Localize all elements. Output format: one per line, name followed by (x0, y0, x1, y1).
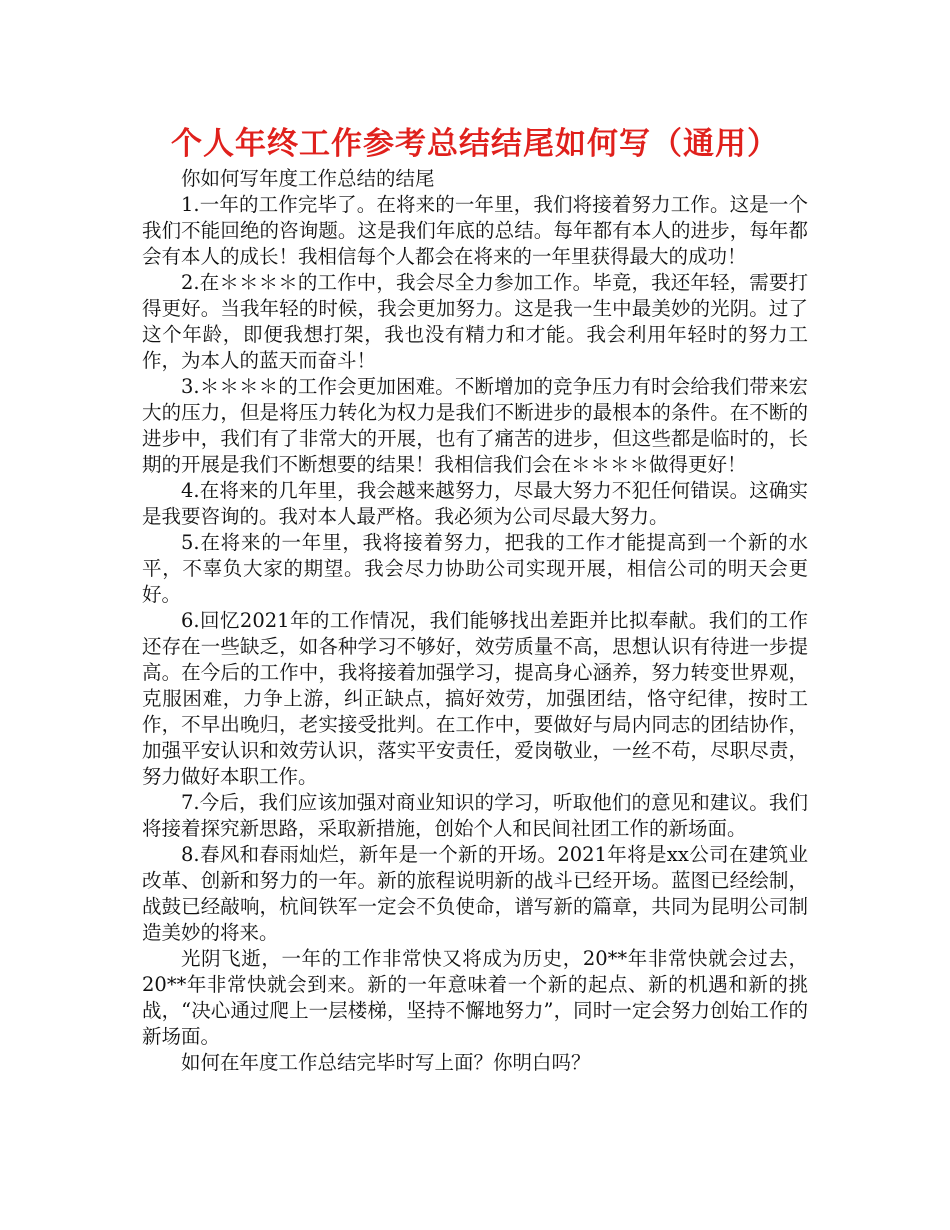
paragraph-closing: 光阴飞逝，一年的工作非常快又将成为历史，20**年非常快就会过去，20**年非常快就会到来。新的一年意味着一个新的起点、新的机遇和新的挑战，“决心通过爬上一层楼梯，坚持不懈地努力”，同时一定会努力创始工作的新场面。 (142, 947, 808, 1048)
paragraph-7: 7.今后，我们应该加强对商业知识的学习，听取他们的意见和建议。我们将接着探究新思路，采取新措施，创始个人和民间社团工作的新场面。 (142, 791, 808, 840)
paragraph-intro: 你如何写年度工作总结的结尾 (181, 167, 435, 190)
paragraph-question: 如何在年度工作总结完毕时写上面？你明白吗？ (181, 1051, 591, 1074)
document-title: 个人年终工作参考总结结尾如何写（通用） (171, 126, 779, 162)
paragraph-2: 2.在＊＊＊＊的工作中，我会尽全力参加工作。毕竟，我还年轻，需要打得更好。当我年轻的时候，我会更加努力。这是我一生中最美妙的光阴。过了这个年龄，即便我想打架，我也没有精力和才能。我会利用年轻时的努力工作，为本人的蓝天而奋斗！ (142, 271, 808, 372)
paragraph-8: 8.春风和春雨灿烂，新年是一个新的开场。2021年将是xx公司在建筑业改革、创新和努力的一年。新的旅程说明新的战斗已经开场。蓝图已经绘制，战鼓已经敲响，杭间铁军一定会不负使命，谱写新的篇章，共同为昆明公司制造美妙的将来。 (142, 843, 808, 944)
paragraph-1: 1.一年的工作完毕了。在将来的一年里，我们将接着努力工作。这是一个我们不能回绝的咨询题。这是我们年底的总结。每年都有本人的进步，每年都会有本人的成长！我相信每个人都会在将来的一年里获得最大的成功！ (142, 193, 808, 268)
document-body (142, 166, 808, 1076)
paragraph-3: 3.＊＊＊＊的工作会更加困难。不断增加的竞争压力有时会给我们带来宏大的压力，但是将压力转化为权力是我们不断进步的最根本的条件。在不断的进步中，我们有了非常大的开展，也有了痛苦的进步，但这些都是临时的，长期的开展是我们不断想要的结果！我相信我们会在＊＊＊＊做得更好！ (142, 375, 808, 476)
paragraph-6: 6.回忆2021年的工作情况，我们能够找出差距并比拟奉献。我们的工作还存在一些缺乏，如各种学习不够好，效劳质量不高，思想认识有待进一步提高。在今后的工作中，我将接着加强学习，提高身心涵养，努力转变世界观，克服困难，力争上游，纠正缺点，搞好效劳，加强团结，恪守纪律，按时工作，不早出晚归，老实接受批判。在工作中，要做好与局内同志的团结协作，加强平安认识和效劳认识，落实平安责任，爱岗敬业，一丝不苟，尽职尽责，努力做好本职工作。 (142, 609, 808, 788)
paragraph-5: 5.在将来的一年里，我将接着努力，把我的工作才能提高到一个新的水平，不辜负大家的期望。我会尽力协助公司实现开展，相信公司的明天会更好。 (142, 531, 808, 606)
paragraph-4: 4.在将来的几年里，我会越来越努力，尽最大努力不犯任何错误。这确实是我要咨询的。我对本人最严格。我必须为公司尽最大努力。 (142, 479, 808, 528)
